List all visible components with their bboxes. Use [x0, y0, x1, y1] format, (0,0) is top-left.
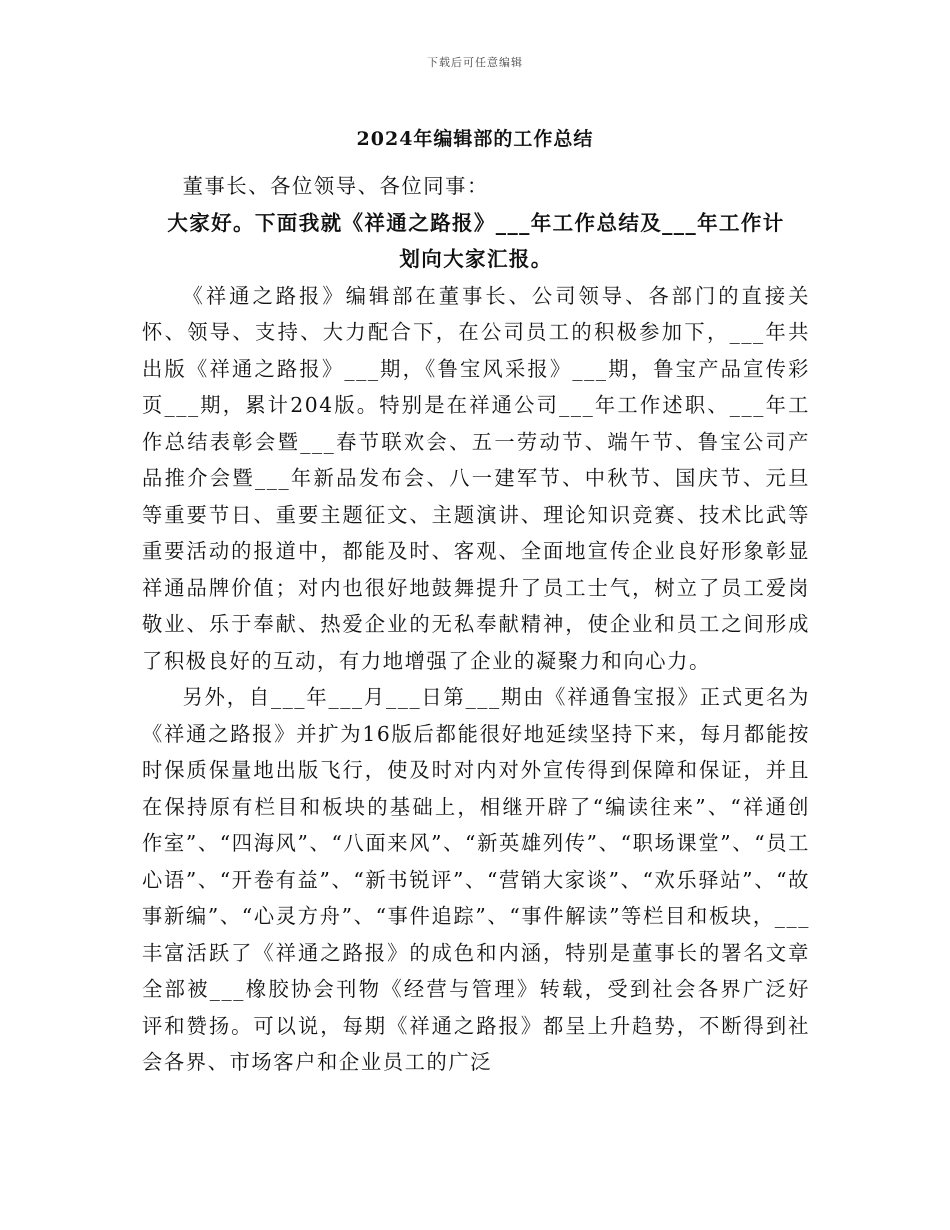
paragraph-1: 《祥通之路报》编辑部在董事长、公司领导、各部门的直接关怀、领导、支持、大力配合下，在公司员工的积极参加下，___年共出版《祥通之路报》___期，《鲁宝风采报》___期，鲁宝产品宣传彩页___期，累计204版。特别是在祥通公司___年工作述职、___年工作总结表彰会暨___春节联欢会、五一劳动节、端午节、鲁宝公司产品推介会暨___年新品发布会、八一建军节、中秋节、国庆节、元旦等重要节日、重要主题征文、主题演讲、理论知识竞赛、技术比武等重要活动的报道中，都能及时、客观、全面地宣传企业良好形象彰显祥通品牌价值；对内也很好地鼓舞提升了员工士气，树立了员工爱岗敬业、乐于奉献、热爱企业的无私奉献精神，使企业和员工之间形成了积极良好的互动，有力地增强了企业的凝聚力和向心力。 [142, 283, 810, 673]
paragraph-2: 另外，自___年___月___日第___期由《祥通鲁宝报》正式更名为《祥通之路报》并扩为16版后都能很好地延续坚持下来，每月都能按时保质保量地出版飞行，使及时对内对外宣传得到保障和保证，并且在保持原有栏目和板块的基础上，相继开辟了“编读往来”、“祥通创作室”、“四海风”、“八面来风”、“新英雄列传”、“职场课堂”、“员工心语”、“开卷有益”、“新书锐评”、“营销大家谈”、“欢乐驿站”、“故事新编”、“心灵方舟”、“事件追踪”、“事件解读”等栏目和板块，___丰富活跃了《祥通之路报》的成色和内涵，特别是董事长的署名文章全部被___橡胶协会刊物《经营与管理》转载，受到社会各界广泛好评和赞扬。可以说，每期《祥通之路报》都呈上升趋势，不断得到社会各界、市场客户和企业员工的广泛 [142, 685, 810, 1074]
page-header-note: 下载后可任意编辑 [427, 56, 523, 69]
intro-statement [142, 205, 810, 278]
document-body [142, 168, 810, 1081]
intro-line-1: 大家好。下面我就《祥通之路报》___年工作总结及___年工作计 [167, 210, 785, 235]
salutation: 董事长、各位领导、各位同事： [182, 174, 489, 198]
intro-line-2: 划向大家汇报。 [399, 247, 553, 271]
document-title: 2024年编辑部的工作总结 [356, 128, 594, 150]
